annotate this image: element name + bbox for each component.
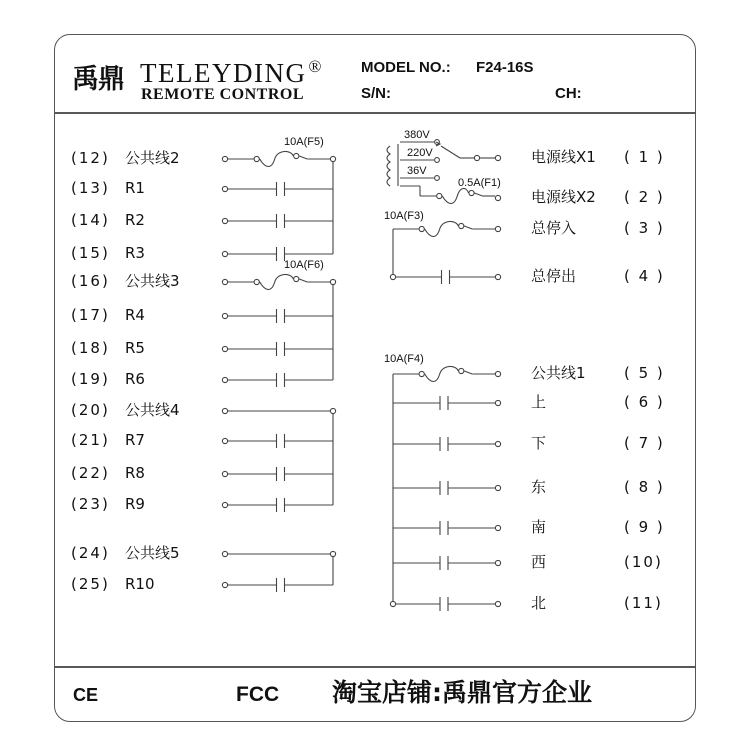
right-terminal-pin: (11) xyxy=(624,594,663,612)
terminal-dot xyxy=(222,156,227,161)
left-terminal-label: R6 xyxy=(125,370,145,388)
terminal-dot xyxy=(222,279,227,284)
left-terminal-label: R3 xyxy=(125,244,145,262)
fuse-dot xyxy=(419,371,424,376)
left-terminal-pin: (19) xyxy=(71,370,110,388)
left-terminal-label: R4 xyxy=(125,306,145,324)
left-terminal-pin: (13) xyxy=(71,179,110,197)
fcc-mark: FCC xyxy=(236,683,280,706)
right-terminal-label: 下 xyxy=(531,434,547,452)
right-terminal-label: 西 xyxy=(531,553,547,571)
fuse-dot xyxy=(254,156,259,161)
left-terminal-pin: (21) xyxy=(71,431,110,449)
left-terminal-pin: (14) xyxy=(71,211,110,229)
transformer-tap-label: 36V xyxy=(407,165,427,177)
wire xyxy=(464,226,472,229)
terminal-dot xyxy=(495,560,500,565)
left-relay-circuit xyxy=(222,151,335,592)
fuse-dot xyxy=(459,223,464,228)
terminal-dot xyxy=(495,601,500,606)
fuse-dot xyxy=(437,193,442,198)
left-terminal-label: 公共线3 xyxy=(125,272,180,290)
right-terminal-label: 总停出 xyxy=(531,267,577,285)
left-terminal-pin: (12) xyxy=(71,149,110,167)
left-terminal-pin: (23) xyxy=(71,495,110,513)
terminal-dot xyxy=(495,274,500,279)
terminal-dot xyxy=(330,551,335,556)
fuse-label: 0.5A(F1) xyxy=(458,177,501,189)
right-terminal-label: 北 xyxy=(531,594,547,612)
right-terminal-label: 上 xyxy=(531,393,547,411)
terminal-dot xyxy=(495,441,500,446)
terminal-dot xyxy=(222,313,227,318)
left-terminal-label: 公共线2 xyxy=(125,149,180,167)
terminal-dot xyxy=(330,279,335,284)
wire xyxy=(475,193,483,196)
left-terminal-label: R1 xyxy=(125,179,145,197)
terminal-dot xyxy=(222,186,227,191)
fuse-label: 10A(F5) xyxy=(284,136,324,148)
right-terminal-label: 公共线1 xyxy=(531,364,586,382)
model-number-label: MODEL NO.: xyxy=(361,59,451,76)
wire xyxy=(299,156,307,159)
brand-english-name: TELEYDING xyxy=(140,58,307,88)
terminal-dot xyxy=(495,226,500,231)
left-terminal-pin: (20) xyxy=(71,401,110,419)
fuse-labels xyxy=(284,136,501,365)
registered-mark: ® xyxy=(308,57,323,76)
right-terminal-pin: ( 1 ) xyxy=(624,148,665,166)
fuse-dot xyxy=(419,226,424,231)
terminal-dot xyxy=(495,485,500,490)
fuse-dot xyxy=(294,276,299,281)
right-terminal-pin: ( 4 ) xyxy=(624,267,665,285)
terminal-dot xyxy=(222,408,227,413)
left-terminal-pin: (25) xyxy=(71,575,110,593)
right-terminal-pin: ( 9 ) xyxy=(624,518,665,536)
left-terminal-pin: (16) xyxy=(71,272,110,290)
brand-chinese-name: 禹鼎 xyxy=(72,64,124,95)
terminal-dot xyxy=(222,438,227,443)
model-number-value: F24-16S xyxy=(476,59,534,76)
right-terminal-label: 南 xyxy=(531,518,547,536)
left-terminal-label: 公共线5 xyxy=(125,544,180,562)
transformer-coil xyxy=(387,146,390,186)
terminal-dot xyxy=(390,274,395,279)
wire xyxy=(299,279,307,282)
fuse-element xyxy=(442,188,468,203)
terminal-dot xyxy=(495,371,500,376)
terminal-dot xyxy=(495,525,500,530)
left-terminal-label: R7 xyxy=(125,431,145,449)
transformer-tap-label: 380V xyxy=(404,129,430,141)
right-terminal-pin: ( 5 ) xyxy=(624,364,665,382)
terminal-dot xyxy=(222,377,227,382)
right-relay-circuit xyxy=(387,129,501,611)
left-terminal-pin: (17) xyxy=(71,306,110,324)
right-terminal-label: 电源线X1 xyxy=(531,148,596,166)
serial-number-label: S/N: xyxy=(361,85,391,102)
selector-arm xyxy=(441,146,460,158)
fuse-label: 10A(F4) xyxy=(384,353,424,365)
shop-name: 淘宝店铺:禹鼎官方企业 xyxy=(332,678,592,707)
left-terminal-label: R9 xyxy=(125,495,145,513)
fuse-label: 10A(F3) xyxy=(384,210,424,222)
fuse-element xyxy=(260,274,294,289)
right-terminal-label: 东 xyxy=(531,478,547,496)
tap-dot xyxy=(435,158,440,163)
right-terminal-label: 电源线X2 xyxy=(531,188,596,206)
left-terminal-label: R8 xyxy=(125,464,145,482)
terminal-dot xyxy=(474,155,479,160)
terminal-dot xyxy=(495,195,500,200)
terminal-dot xyxy=(390,601,395,606)
terminal-dot xyxy=(222,551,227,556)
left-terminal-label: R10 xyxy=(125,575,155,593)
terminal-dot xyxy=(222,502,227,507)
terminal-dot xyxy=(495,155,500,160)
fuse-label: 10A(F6) xyxy=(284,259,324,271)
ce-mark: CE xyxy=(73,685,99,705)
fuse-dot xyxy=(469,190,474,195)
left-terminal-label: R5 xyxy=(125,339,145,357)
right-terminal-pin: ( 7 ) xyxy=(624,434,665,452)
right-terminal-label: 总停入 xyxy=(531,219,577,237)
terminal-dot xyxy=(222,218,227,223)
wire xyxy=(464,371,472,374)
right-terminal-pin: ( 6 ) xyxy=(624,393,665,411)
fuse-dot xyxy=(459,368,464,373)
left-terminal-pin: (24) xyxy=(71,544,110,562)
fuse-element xyxy=(260,151,294,166)
left-terminal-pin: (15) xyxy=(71,244,110,262)
fuse-dot xyxy=(294,153,299,158)
right-terminal-pin: ( 3 ) xyxy=(624,219,665,237)
right-terminal-pin: (10) xyxy=(624,553,663,571)
terminal-dot xyxy=(222,251,227,256)
tap-dot xyxy=(435,176,440,181)
fuse-dot xyxy=(254,279,259,284)
right-terminal-pin: ( 2 ) xyxy=(624,188,665,206)
brand-subtitle: REMOTE CONTROL xyxy=(141,86,305,103)
right-terminal-pin: ( 8 ) xyxy=(624,478,665,496)
terminal-dot xyxy=(330,156,335,161)
terminal-dot xyxy=(222,346,227,351)
terminal-dot xyxy=(222,471,227,476)
fuse-element xyxy=(425,366,459,381)
channel-label: CH: xyxy=(555,85,582,102)
left-terminal-pin: (18) xyxy=(71,339,110,357)
terminal-dot xyxy=(330,408,335,413)
left-terminal-label: R2 xyxy=(125,211,145,229)
left-terminal-label: 公共线4 xyxy=(125,401,180,419)
left-terminal-pin: (22) xyxy=(71,464,110,482)
terminal-dot xyxy=(222,582,227,587)
terminal-dot xyxy=(495,400,500,405)
transformer-tap-label: 220V xyxy=(407,147,433,159)
fuse-element xyxy=(425,221,459,236)
